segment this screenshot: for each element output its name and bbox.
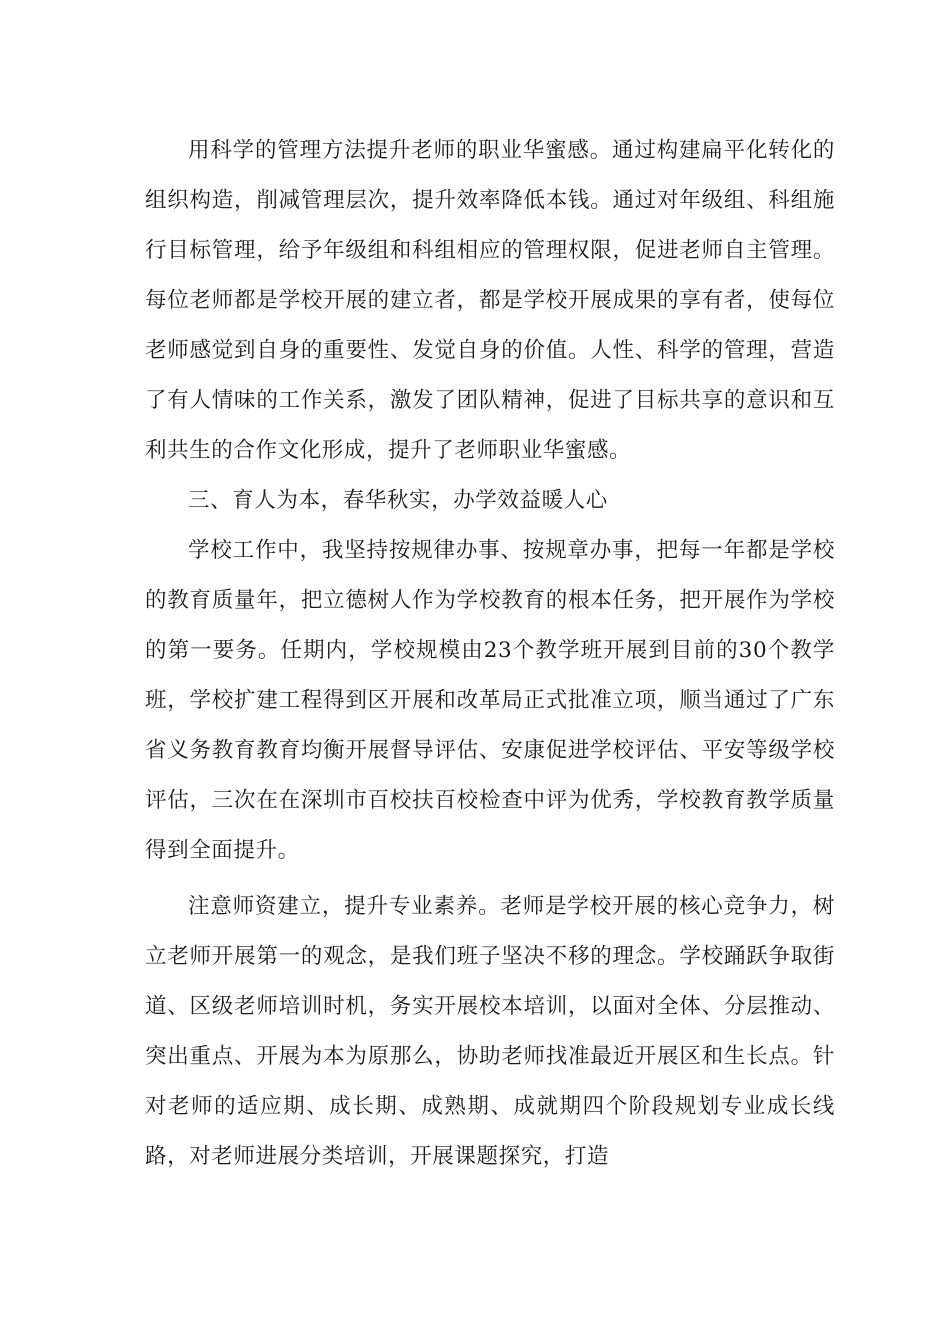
document-body xyxy=(145,126,835,1182)
section-heading: 三、育人为本，春华秋实，办学效益暖人心 xyxy=(188,488,608,513)
paragraph-teacher-development: 注意师资建立，提升专业素养。老师是学校开展的核心竞争力，树立老师开展第一的观念，是我们班子坚决不移的理念。学校踊跃争取街道、区级老师培训时机，务实开展校本培训，以面对全体、分层推动、突出重点、开展为本为原那么，协助老师找准最近开展区和生长点。针对老师的适应期、成长期、成熟期、成就期四个阶段规划专业成长线路，对老师进展分类培训，开展课题探究，打造 xyxy=(145,894,835,1169)
paragraph-management: 用科学的管理方法提升老师的职业华蜜感。通过构建扁平化转化的组织构造，削减管理层次，提升效率降低本钱。通过对年级组、科组施行目标管理，给予年级组和科组相应的管理权限，促进老师自主管理。每位老师都是学校开展的建立者，都是学校开展成果的享有者，使每位老师感觉到自身的重要性、发觉自身的价值。人性、科学的管理，营造了有人情味的工作关系，激发了团队精神，促进了目标共享的意识和互利共生的合作文化形成，提升了老师职业华蜜感。 xyxy=(145,138,835,463)
paragraph-school-work: 学校工作中，我坚持按规律办事、按规章办事，把每一年都是学校的教育质量年，把立德树人作为学校教育的根本任务，把开展作为学校的第一要务。任期内，学校规模由23个教学班开展到目前的30个教学班，学校扩建工程得到区开展和改革局正式批准立项，顺当通过了广东省义务教育教育均衡开展督导评估、安康促进学校评估、平安等级学校评估，三次在在深圳市百校扶百校检查中评为优秀，学校教育教学质量得到全面提升。 xyxy=(145,538,835,863)
